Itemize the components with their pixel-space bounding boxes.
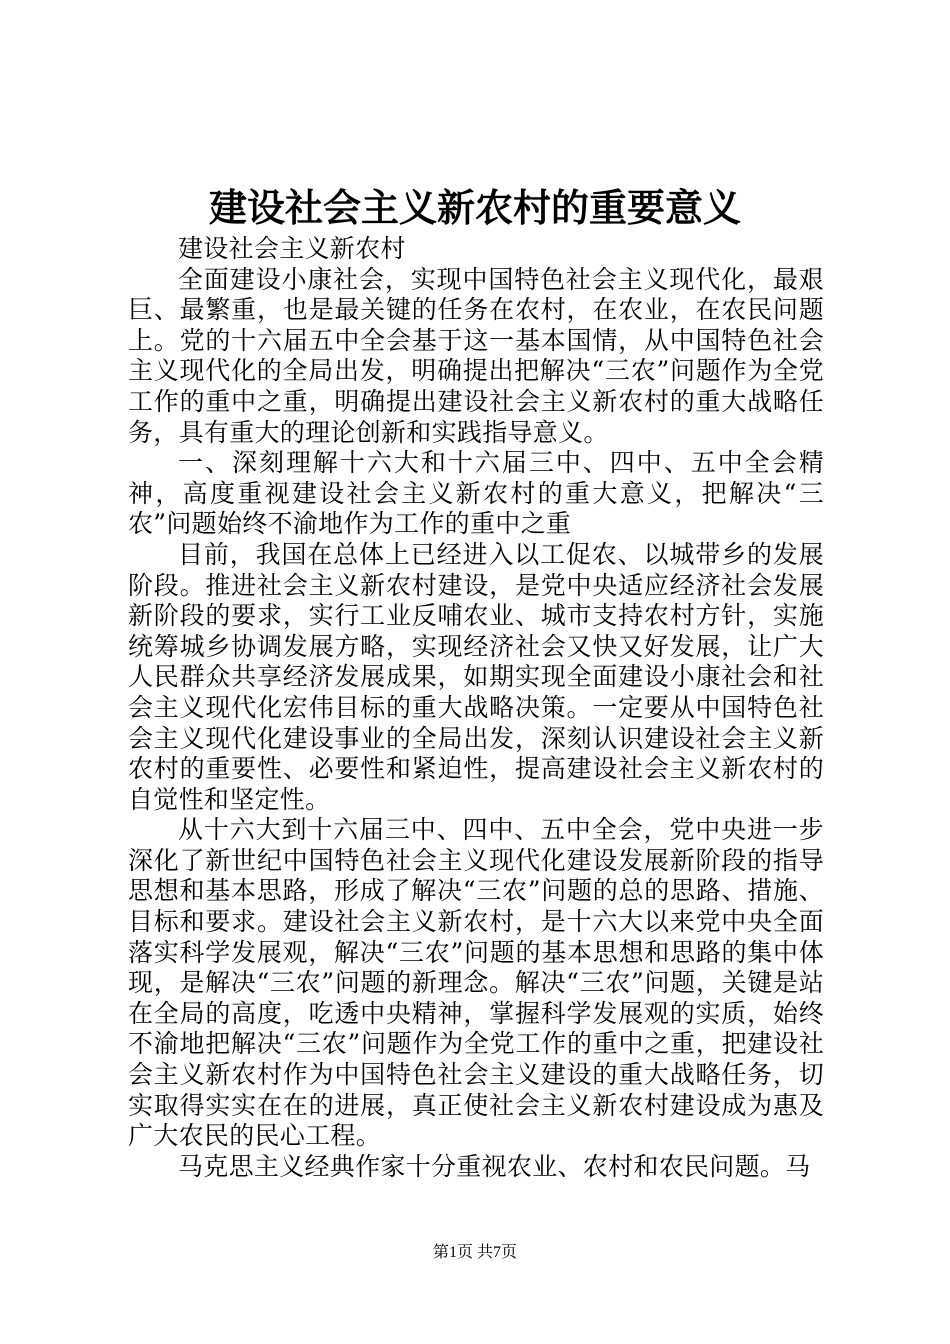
document-title: 建设社会主义新农村的重要意义 bbox=[208, 185, 741, 230]
page-number-footer: 第1页 共7页 bbox=[432, 1244, 517, 1261]
paragraph: 目前，我国在总体上已经进入以工促农、以城带乡的发展阶段。推进社会主义新农村建设，是党中央适应经济社会发展新阶段的要求，实行工业反哺农业、城市支持农村方针，实施统筹城乡协调发展方略，实现经济社会又快又好发展，让广大人民群众共享经济发展成果，如期实现全面建设小康社会和社会主义现代化宏伟目标的重大战略决策。一定要从中国特色社会主义现代化建设事业的全局出发，深刻认识建设社会主义新农村的重要性、必要性和紧迫性，提高建设社会主义新农村的自觉性和坚定性。 bbox=[128, 539, 824, 814]
paragraph: 马克思主义经典作家十分重视农业、农村和农民问题。马 bbox=[178, 1151, 811, 1181]
paragraph-subtitle: 建设社会主义新农村 bbox=[178, 234, 406, 263]
document-body bbox=[128, 234, 824, 1182]
paragraph: 全面建设小康社会，实现中国特色社会主义现代化，最艰巨、最繁重，也是最关键的任务在农村，在农业，在农民问题上。党的十六届五中全会基于这一基本国情，从中国特色社会主义现代化的全局出发，明确提出把解决“三农”问题作为全党工作的重中之重，明确提出建设社会主义新农村的重大战略任务，具有重大的理论创新和实践指导意义。 bbox=[128, 264, 824, 447]
section-heading: 一、深刻理解十六大和十六届三中、四中、五中全会精神，高度重视建设社会主义新农村的重大意义，把解决“三农”问题始终不渝地作为工作的重中之重 bbox=[128, 448, 824, 539]
paragraph: 从十六大到十六届三中、四中、五中全会，党中央进一步深化了新世纪中国特色社会主义现代化建设发展新阶段的指导思想和基本思路，形成了解决“三农”问题的总的思路、措施、目标和要求。建设社会主义新农村，是十六大以来党中央全面落实科学发展观，解决“三农”问题的基本思想和思路的集中体现，是解决“三农”问题的新理念。解决“三农”问题，关键是站在全局的高度，吃透中央精神，掌握科学发展观的实质，始终不渝地把解决“三农”问题作为全党工作的重中之重，把建设社会主义新农村作为中国特色社会主义建设的重大战略任务，切实取得实实在在的进展，真正使社会主义新农村建设成为惠及广大农民的民心工程。 bbox=[128, 815, 824, 1151]
